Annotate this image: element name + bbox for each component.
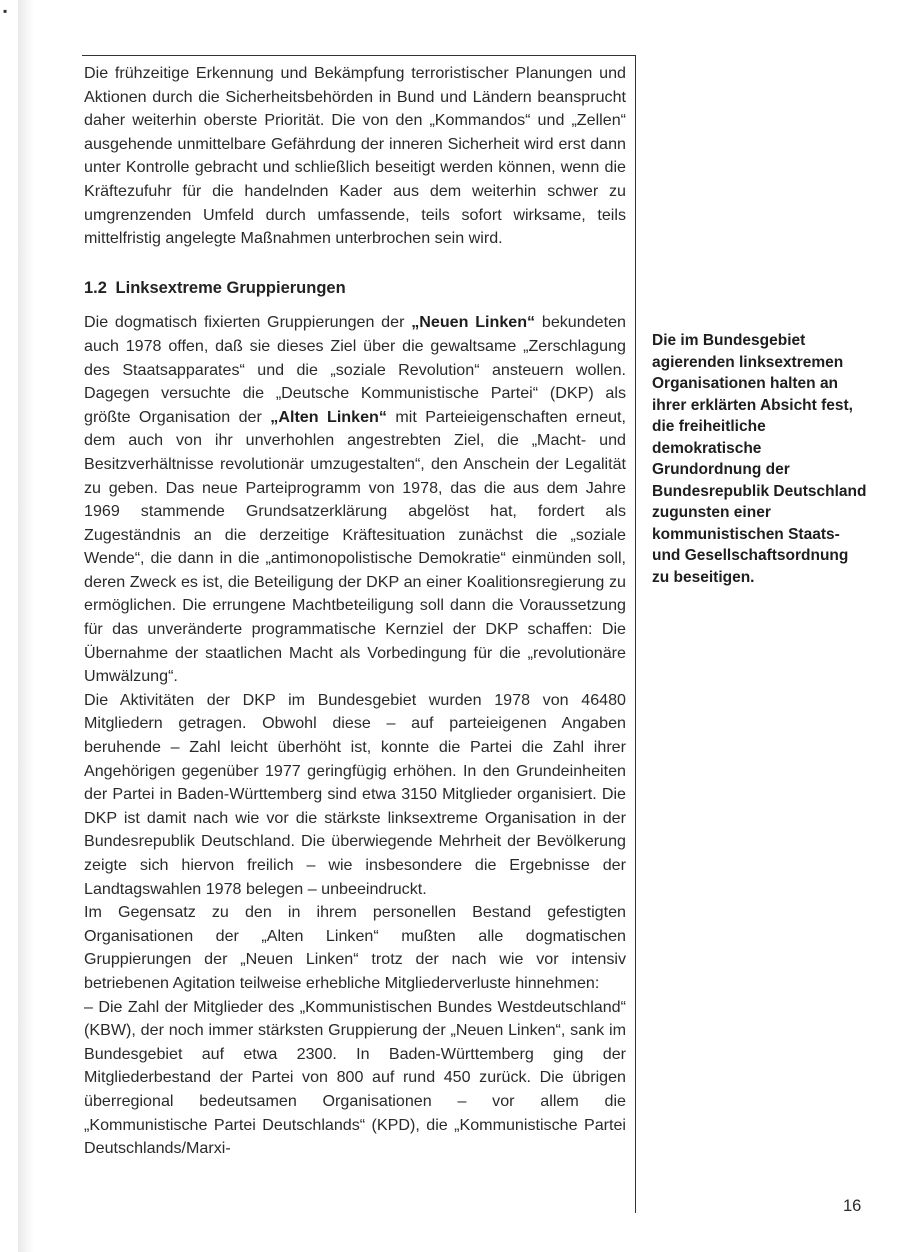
paragraph-neue-alte-linke (84, 311, 626, 689)
term-neue-linken: „Neuen Linken“ (411, 313, 536, 332)
section-title: Linksextreme Gruppierungen (115, 278, 346, 297)
section-heading (84, 277, 626, 301)
page-corner-mark: ▪ (3, 4, 8, 18)
term-alten-linken: „Alten Linken“ (270, 407, 387, 426)
page-number: 16 (843, 1197, 862, 1215)
frame-top-rule (82, 55, 636, 56)
paragraph-kbw: – Die Zahl der Mitglieder des „Kommunistischen Bundes Westdeutschland“ (KBW), der noch immer stärksten Gruppierung der „Neuen Linken“, sank im Bundesgebiet auf etwa 2300. In Baden-Württemberg ging der Mitgliederbestand der Partei von 800 auf rund 450 zurück. Die übrigen überregional bedeutsamen Organisationen – vor allem die „Kommunistische Partei Deutschlands“ (KPD), die „Kommunistische Partei Deutschlands/Marxi- (84, 997, 626, 1158)
paragraph-dkp-membership: Die Aktivitäten der DKP im Bundesgebiet wurden 1978 von 46480 Mitgliedern getragen. Obwohl diese – auf parteieigenen Angaben beruhende – Zahl leicht überhöht ist, konnte die Partei die Zahl ihrer Angehörigen gegenüber 1977 geringfügig erhöhen. In den Grundeinheiten der Partei in Baden-Württemberg sind etwa 3150 Mitglieder organisiert. Die DKP ist damit nach wie vor die stärkste linksextreme Organisation in der Bundesrepublik Deutschland. Die überwiegende Mehrheit der Bevölkerung zeigte sich hiervon freilich – wie insbesondere die Ergebnisse der Landtagswahlen 1978 belegen – unbeeindruckt. (84, 690, 626, 898)
frame-right-rule (635, 55, 636, 1213)
paragraph1-text-3: mit Parteieigenschaften erneut, dem auch von ihr unverhohlen angestrebten Ziel, die „Macht- und Besitzverhältnisse revolutionär umzugestalten“, den Anschein der Legalität zu geben. Das neue Parteiprogramm von 1978, das die aus dem Jahre 1969 stammende Grundsatzerklärung abgelöst hat, fordert als Zugeständnis an die derzeitige Kräftesituation zunächst die „soziale Wende“, die dann in die „antimonopolistische Demokratie“ einmünden soll, deren Zweck es ist, die Beteiligung der DKP an einer Koalitionsregierung zu ermöglichen. Die errungene Machtbeteiligung soll dann die Voraussetzung für das unveränderte programmatische Kernziel der DKP schaffen: Die Übernahme der staatlichen Macht als Vorbedingung für die „revolutionäre Umwälzung“. (84, 407, 626, 686)
main-text-column (84, 62, 626, 1161)
page-binding-edge (18, 0, 34, 1252)
paragraph1-text-1: Die dogmatisch fixierten Gruppierungen der (84, 313, 412, 332)
paragraph1-text-2: bekundeten auch 1978 offen, daß sie dieses Ziel über die gewaltsame „Zerschlagung des Staatsapparates“ und die „soziale Revolution“ ansteuern wollen. Dagegen versuchte die „Deutsche Kommunistische Partei“ (DKP) als größte Organisation der (84, 313, 626, 426)
margin-summary: Die im Bundesgebiet agierenden linksextremen Organisationen halten an ihrer erklärten Absicht fest, die freiheitliche demokratische Grundordnung der Bundesrepublik Deutschland zugunsten einer kommunistischen Staats- und Gesellschaftsordnung zu beseitigen. (652, 332, 867, 586)
section-number: 1.2 (84, 278, 107, 297)
intro-paragraph: Die frühzeitige Erkennung und Bekämpfung terroristischer Planungen und Aktionen durch die Sicherheitsbehörden in Bund und Ländern beansprucht daher weiterhin oberste Priorität. Die von den „Kommandos“ und „Zellen“ ausgehende unmittelbare Gefährdung der inneren Sicherheit wird erst dann unter Kontrolle gebracht und schließlich beseitigt werden können, wenn die Kräftezufuhr für die handelnden Kader aus dem weiterhin schwer zu umgrenzenden Umfeld durch umfassende, teils sofort wirksame, teils mittelfristig angelegte Maßnahmen unterbrochen sein wird. (84, 64, 626, 248)
paragraph-membership-losses: Im Gegensatz zu den in ihrem personellen Bestand gefestigten Organisationen der „Alten Linken“ mußten alle dogmatischen Gruppierungen der „Neuen Linken“ trotz der nach wie vor intensiv betriebenen Agitation teilweise erhebliche Mitgliederverluste hinnehmen: (84, 903, 626, 992)
